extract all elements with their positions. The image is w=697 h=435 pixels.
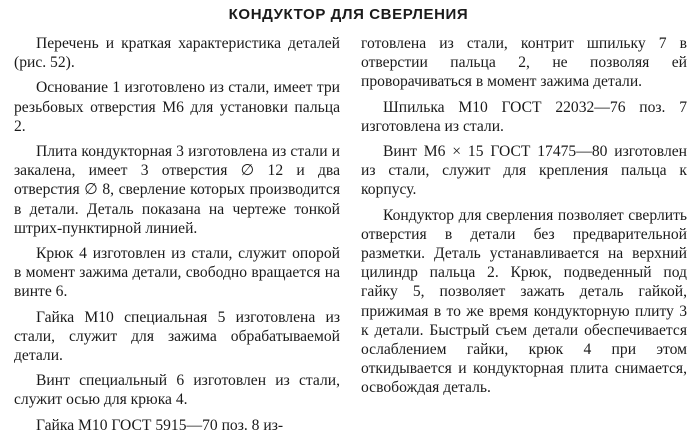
paragraph-special-screw: Винт специальный 6 изготовлен из стали, служит осью для крюка 4. xyxy=(14,372,340,409)
paragraph-jig-plate: Плита кондукторная 3 изготовлена из стали и закалена, имеет 3 отверстия ∅ 12 и два отверстия ∅ 8, сверление которых производится в детали. Деталь показана на чертеже тонкой штрих-пунктирной линией. xyxy=(14,143,340,237)
paragraph-parts-list-intro: Перечень и краткая характеристика деталей (рис. 52). xyxy=(14,35,340,72)
paragraph-special-nut: Гайка М10 специальная 5 изготовлена из стали, служит для зажима обрабатываемой детали. xyxy=(14,308,340,365)
paragraph-gost-nut-end: готовлена из стали, контрит шпильку 7 в отверстии пальца 2, не позволяя ей проворачиваться в момент зажима детали. xyxy=(361,35,687,91)
left-column xyxy=(14,34,340,435)
paragraph-jig-description: Кондуктор для сверления позволяет сверлить отверстия в детали без предварительной разметки. Деталь устанавливается на верхний цилиндр пальца 2. Крюк, подведенный под гайку 5, позволяет зажать деталь гайкой, прижимая в то же время кондукторную плиту 3 к детали. Быстрый съем детали обеспечивается ослаблением гайки, крюк 4 при этом откидывается и кондукторная плита снимается, освобождая деталь. xyxy=(361,206,687,397)
paragraph-screw-m6: Винт М6 × 15 ГОСТ 17475—80 изготовлен из стали, служит для крепления пальца к корпусу. xyxy=(361,143,687,199)
paragraph-stud: Шпилька М10 ГОСТ 22032—76 поз. 7 изготовлена из стали. xyxy=(361,98,687,135)
right-column xyxy=(361,34,687,398)
document-title: КОНДУКТОР ДЛЯ СВЕРЛЕНИЯ xyxy=(228,6,469,23)
paragraph-base: Основание 1 изготовлено из стали, имеет три резьбовых отверстия М6 для установки пальца 2. xyxy=(14,79,340,135)
paragraph-gost-nut-start: Гайка М10 ГОСТ 5915—70 поз. 8 из- xyxy=(36,416,284,434)
paragraph-hook: Крюк 4 изготовлен из стали, служит опорой в момент зажима детали, свободно вращается на винте 6. xyxy=(14,245,340,301)
